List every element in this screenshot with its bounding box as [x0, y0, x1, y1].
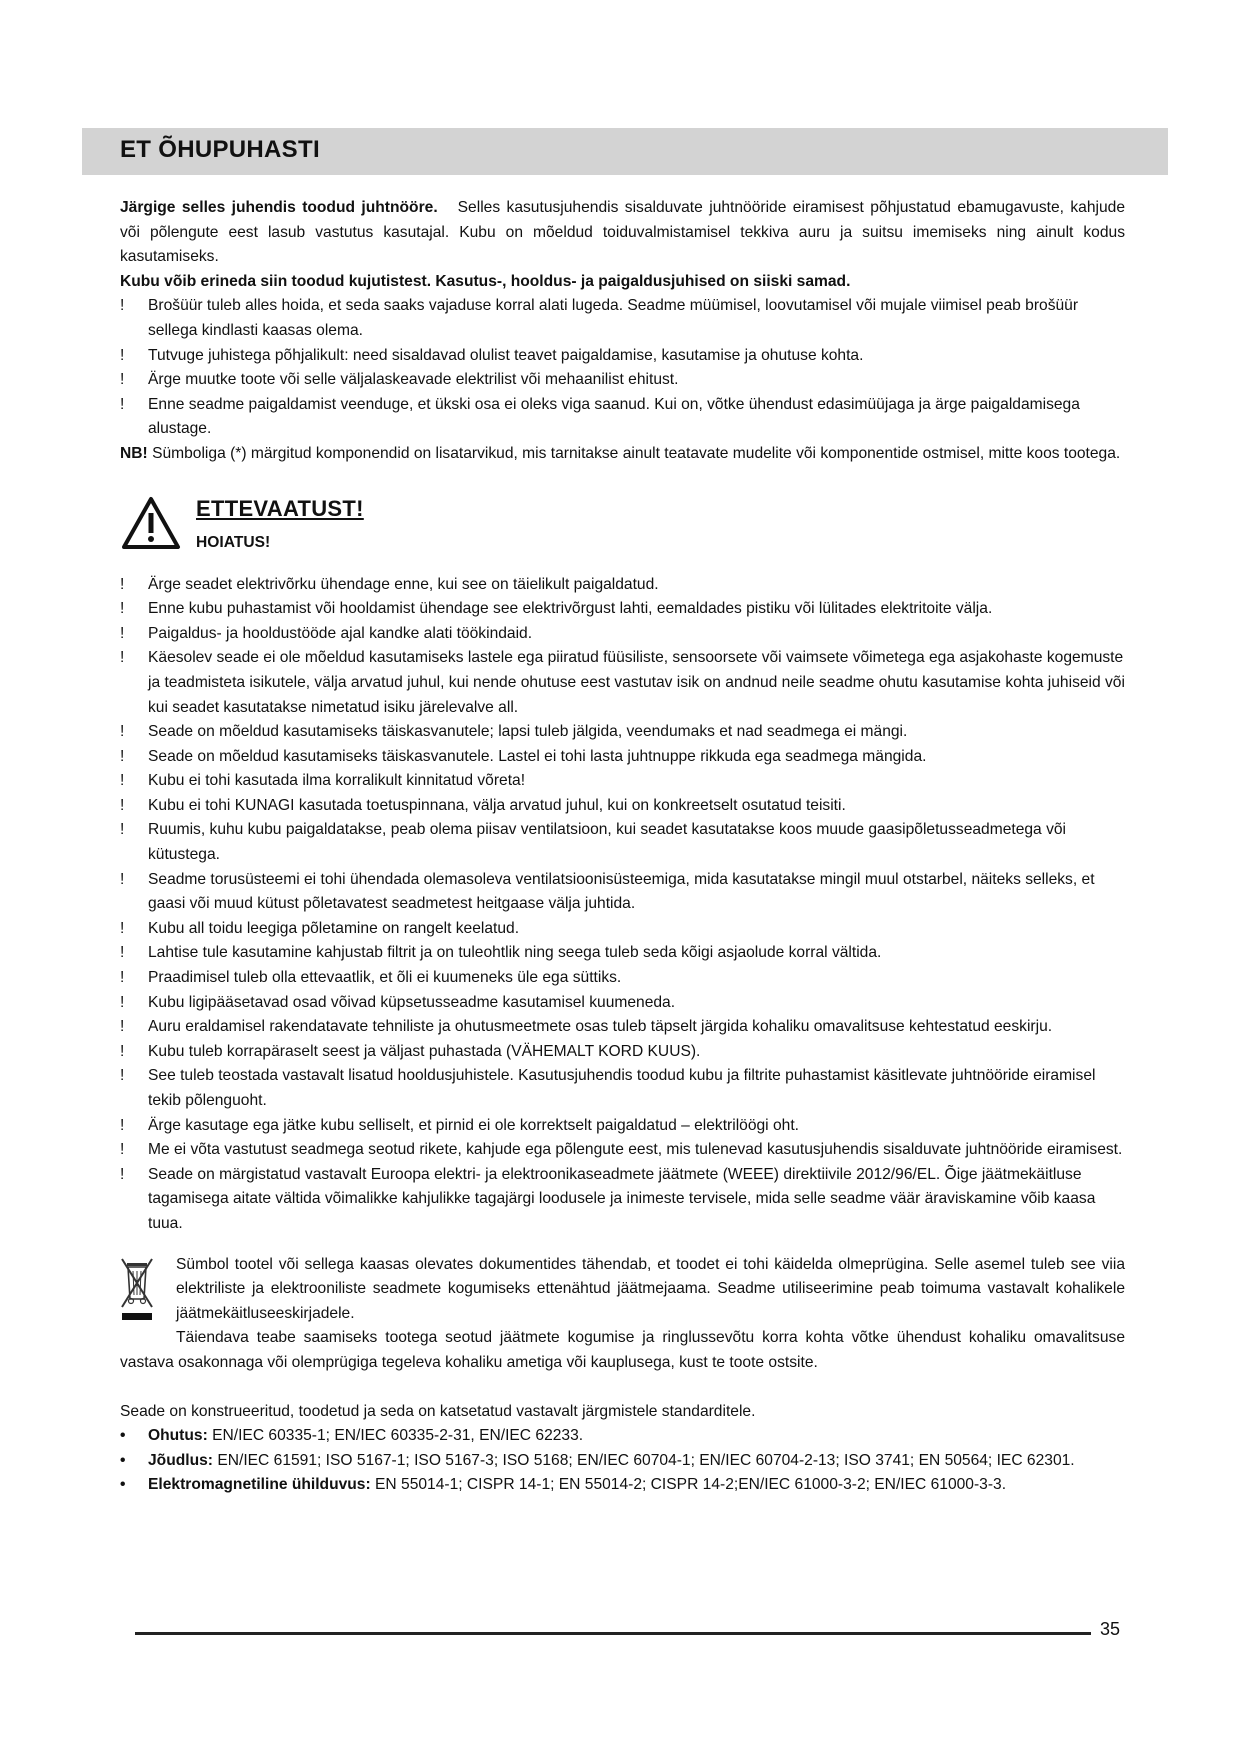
list-item: ! Kubu ei tohi KUNAGI kasutada toetuspinnana, välja arvatud juhul, kui on konkreetselt osutatud teisiti. — [120, 796, 846, 814]
list-item: ! Brošüür tuleb alles hoida, et seda saaks vajaduse korral alati lugeda. Seadme müümisel, loovutamisel või mujale viimisel peab brošüür sellega kindlasti kaasas olema. — [120, 297, 1079, 339]
standards-section — [120, 1400, 1125, 1498]
intro-list — [120, 294, 1125, 442]
list-item: ! Käesolev seade ei ole mõeldud kasutamiseks lastele ega piiratud füüsiliste, sensoorsete või vaimsete võimetega ega asjakohaste kogemuste ja teadmisteta isikutele, välja arvatud juhul, kui nende ohutuse eest vastutav isik on andnud neile seadme ohutu kasutamise kohta juhiseid või kui seadet kasutatakse nimetatud isiku järelevalve all. — [120, 649, 1125, 716]
intro-note: Kubu võib erineda siin toodud kujutistest. Kasutus-, hooldus- ja paigaldusjuhised on siiski samad. — [120, 272, 851, 290]
warning-list — [120, 573, 1125, 1237]
list-item: ! Ärge kasutage ega jätke kubu selliselt, et pirnid ei ole korrektselt paigaldatud – elektrilöögi oht. — [120, 1116, 799, 1134]
warning-subtitle: HOIATUS! — [196, 533, 271, 551]
list-item: ! Tutvuge juhistega põhjalikult: need sisaldavad olulist teavet paigaldamise, kasutamise ja ohutuse kohta. — [120, 346, 864, 364]
list-item: ! Praadimisel tuleb olla ettevaatlik, et õli ei kuumeneks üle ega süttiks. — [120, 969, 622, 987]
weee-text-2: Täiendava teabe saamiseks tootega seotud jäätmete kogumise ja ringlussevõtu korra kohta võtke ühendust kohaliku omavalitsuse vastava osakonnaga või olemprügiga tegeleva kohaliku ametiga või kauplusega, kust te toote ostsite. — [120, 1329, 1125, 1371]
list-item: • Jõudlus: EN/IEC 61591; ISO 5167-1; ISO 5167-3; ISO 5168; EN/IEC 60704-1; EN/IEC 60704-2-13; ISO 3741; EN 50564; IEC 62301. — [120, 1451, 1075, 1469]
list-item: ! Lahtise tule kasutamine kahjustab filtrit ja on tuleohtlik ning seega tuleb seda kõigi asjaolude korral vältida. — [120, 944, 882, 962]
list-item: ! See tuleb teostada vastavalt lisatud hooldusjuhistele. Kasutusjuhendis toodud kubu ja filtrite puhastamist käsitlevate juhtnööride eiramisel tekib põlenguoht. — [120, 1067, 1096, 1109]
intro-paragraph — [120, 196, 1125, 270]
document-body — [120, 196, 1125, 1498]
warning-title: ETTEVAATUST! — [196, 495, 364, 521]
intro-lead-text: Selles kasutusjuhendis sisalduvate juhtnööride eiramisest põhjustatud ebamugavuste, kahjude või põlengute eest lasub vastutus kasutajal. Kubu on mõeldud toiduvalmistamisel tekkiva auru ja suitsu imemiseks ning ainult kodus kasutamiseks. — [120, 199, 1125, 266]
list-item: ! Seade on märgistatud vastavalt Euroopa elektri- ja elektroonikaseadmete jäätmete (WEEE) direktiivile 2012/96/EL. Õige jäätmekäitluse tagamisega aitate vältida võimalikke kahjulikke tagajärgi loodusele ja inimeste tervisele, mida selle seadme väär äraviskamine võib kaasa tuua. — [120, 1165, 1096, 1232]
footer-divider — [135, 1632, 1091, 1635]
list-item: ! Ruumis, kuhu kubu paigaldatakse, peab olema piisav ventilatsioon, kui seadet kasutatakse koos muude gaasipõletusseadmetega või kütustega. — [120, 821, 1066, 864]
crossed-bin-icon — [120, 1257, 154, 1323]
list-item: ! Kubu ligipääsetavad osad võivad küpsetusseadme kasutamisel kuumeneda. — [120, 993, 676, 1011]
warning-triangle-icon — [120, 495, 182, 551]
standards-list — [120, 1424, 1125, 1498]
list-item: ! Seade on mõeldud kasutamiseks täiskasvanutele; lapsi tuleb jälgida, veendumaks et nad seadmega ei mängi. — [120, 723, 908, 741]
nb-label: NB! — [120, 444, 148, 462]
list-item: ! Ärge muutke toote või selle väljalaskeavade elektrilist või mehaanilist ehitust. — [120, 371, 679, 389]
nb-note: NB! Sümboliga (*) märgitud komponendid on lisatarvikud, mis tarnitakse ainult teatavate mudelite või komponentide ostmisel, mitte koos tootega. — [120, 444, 1121, 462]
list-item: ! Seade on mõeldud kasutamiseks täiskasvanutele. Lastel ei tohi lasta juhtnuppe rikkuda ega seadmega mängida. — [120, 747, 927, 765]
list-item: ! Kubu tuleb korrapäraselt seest ja väljast puhastada (VÄHEMALT KORD KUUS). — [120, 1042, 701, 1060]
standards-intro: Seade on konstrueeritud, toodetud ja seda on katsetatud vastavalt järgmistele standarditele. — [120, 1402, 756, 1420]
list-item: ! Paigaldus- ja hooldustööde ajal kandke alati töökindaid. — [120, 624, 533, 642]
list-item: • Ohutus: EN/IEC 60335-1; EN/IEC 60335-2-31, EN/IEC 62233. — [120, 1427, 584, 1445]
weee-section — [120, 1253, 1125, 1376]
intro-lead-bold: Järgige selles juhendis toodud juhtnööre. — [120, 199, 438, 216]
list-item: ! Seadme torusüsteemi ei tohi ühendada olemasoleva ventilatsioonisüsteemiga, mida kasutatakse mingil muul otstarbel, näiteks selleks, et gaasi või muud kütust põletavatest seadmetest heitgaase välja juhtida. — [120, 870, 1095, 913]
list-item: • Elektromagnetiline ühilduvus: EN 55014-1; CISPR 14-1; EN 55014-2; CISPR 14-2;EN/IEC 61000-3-2; EN/IEC 61000-3-3. — [120, 1476, 1007, 1494]
page-number: 35 — [1100, 1619, 1121, 1639]
list-item: ! Ärge seadet elektrivõrku ühendage enne, kui see on täielikult paigaldatud. — [120, 575, 659, 593]
page-title: ET ÕHUPUHASTI — [120, 136, 320, 163]
list-item: ! Enne kubu puhastamist või hooldamist ühendage see elektrivõrgust lahti, eemaldades pistiku või lülitades elektritoite välja. — [120, 600, 993, 618]
list-item: ! Kubu all toidu leegiga põletamine on rangelt keelatud. — [120, 919, 520, 937]
list-item: ! Kubu ei tohi kasutada ilma korralikult kinnitatud võreta! — [120, 772, 526, 790]
warning-header — [120, 491, 1125, 573]
list-item: ! Auru eraldamisel rakendatavate tehniliste ja ohutusmeetmete osas tuleb täpselt järgida kohaliku omavalitsuse kehtestatud eeskirju. — [120, 1018, 1053, 1036]
list-item: ! Enne seadme paigaldamist veenduge, et ükski osa ei oleks viga saanud. Kui on, võtke ühendust edasimüüjaga ja ärge paigaldamisega alustage. — [120, 395, 1080, 438]
weee-text-1: Sümbol tootel või sellega kaasas olevates dokumentides tähendab, et toodet ei tohi käidelda olmeprügina. Selle asemel tuleb see viia elektriliste ja elektrooniliste seadmete kogumiseks ettenähtud jäätmejaama. Seadme utiliseerimine peab toimuma vastavalt kohalikele jäätmekäitluseeskirjadele. — [176, 1255, 1125, 1322]
list-item: ! Me ei võta vastutust seadmega seotud rikete, kahjude ega põlengute eest, mis tulenevad kasutusjuhendis sisalduvate juhtnööride eiramisest. — [120, 1141, 1123, 1159]
